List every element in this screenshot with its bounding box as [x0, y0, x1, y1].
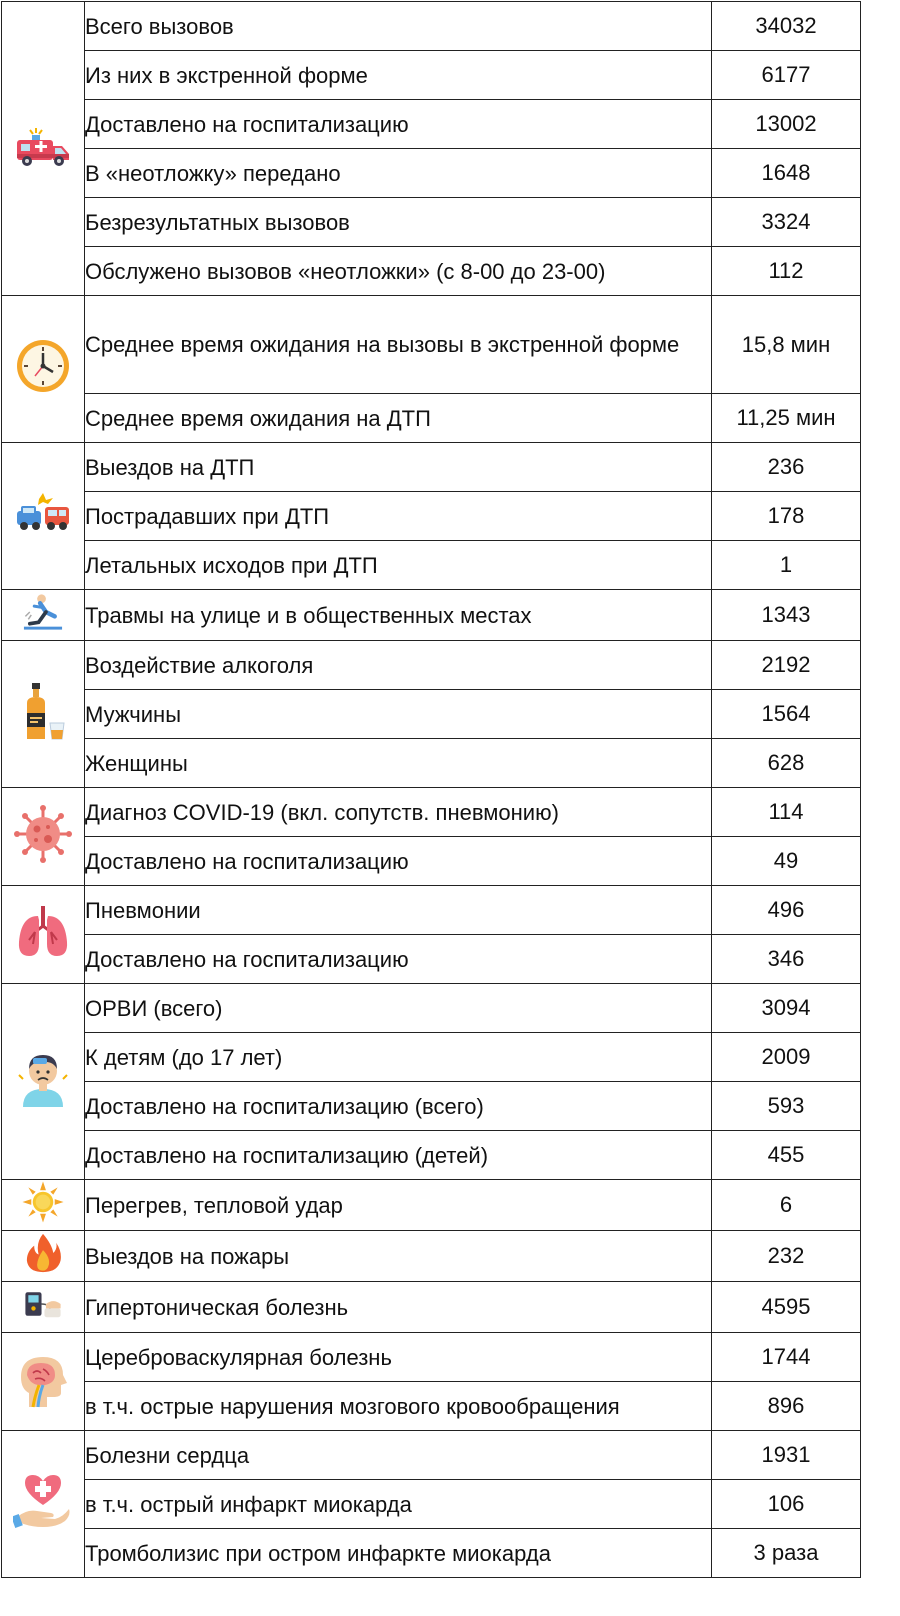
icon-cell — [2, 788, 85, 886]
row-label: Доставлено на госпитализацию (всего) — [85, 1082, 712, 1131]
row-value: 3094 — [712, 984, 861, 1033]
row-value: 346 — [712, 935, 861, 984]
icon-cell — [2, 1431, 85, 1578]
row-label: Выездов на ДТП — [85, 443, 712, 492]
row-value: 11,25 мин — [712, 394, 861, 443]
slip-fall-icon — [21, 590, 65, 634]
table-row — [2, 247, 861, 296]
table-row — [2, 641, 861, 690]
row-value: 15,8 мин — [712, 296, 861, 394]
row-value: 593 — [712, 1082, 861, 1131]
row-value: 3 раза — [712, 1529, 861, 1578]
table-row — [2, 2, 861, 51]
icon-cell — [2, 1282, 85, 1333]
row-label: Цереброваскулярная болезнь — [85, 1333, 712, 1382]
brain-icon — [13, 1349, 73, 1409]
table-row — [2, 1231, 861, 1282]
blood-pressure-icon — [21, 1282, 65, 1326]
row-label: Из них в экстренной форме — [85, 51, 712, 100]
row-value: 13002 — [712, 100, 861, 149]
row-value: 896 — [712, 1382, 861, 1431]
table-row — [2, 1282, 861, 1333]
table-row — [2, 590, 861, 641]
row-value: 2192 — [712, 641, 861, 690]
statistics-table — [1, 1, 861, 1578]
row-label: Безрезультатных вызовов — [85, 198, 712, 247]
row-label: Женщины — [85, 739, 712, 788]
table-row — [2, 149, 861, 198]
row-label: Пострадавших при ДТП — [85, 492, 712, 541]
table-row — [2, 51, 861, 100]
row-value: 2009 — [712, 1033, 861, 1082]
table-row — [2, 198, 861, 247]
row-label: Болезни сердца — [85, 1431, 712, 1480]
icon-cell — [2, 296, 85, 443]
row-label: Травмы на улице и в общественных местах — [85, 590, 712, 641]
row-value: 455 — [712, 1131, 861, 1180]
row-label: Всего вызовов — [85, 2, 712, 51]
table-row — [2, 296, 861, 394]
row-value: 232 — [712, 1231, 861, 1282]
row-value: 1648 — [712, 149, 861, 198]
row-label: в т.ч. острые нарушения мозгового кровообращения — [85, 1382, 712, 1431]
row-label: Летальных исходов при ДТП — [85, 541, 712, 590]
row-label: Диагноз COVID-19 (вкл. сопутств. пневмонию) — [85, 788, 712, 837]
table-row — [2, 837, 861, 886]
row-value: 236 — [712, 443, 861, 492]
sick-person-icon — [13, 1049, 73, 1109]
table-row — [2, 739, 861, 788]
row-label: Среднее время ожидания на вызовы в экстренной форме — [85, 296, 712, 394]
table-row — [2, 788, 861, 837]
row-label: ОРВИ (всего) — [85, 984, 712, 1033]
heart-hand-icon — [13, 1471, 73, 1531]
table-row — [2, 394, 861, 443]
row-label: в т.ч. острый инфаркт миокарда — [85, 1480, 712, 1529]
row-value: 496 — [712, 886, 861, 935]
table-row — [2, 1382, 861, 1431]
table-row — [2, 690, 861, 739]
row-value: 114 — [712, 788, 861, 837]
row-label: К детям (до 17 лет) — [85, 1033, 712, 1082]
icon-cell — [2, 443, 85, 590]
icon-cell — [2, 1231, 85, 1282]
row-label: Доставлено на госпитализацию — [85, 935, 712, 984]
row-value: 1343 — [712, 590, 861, 641]
table-row — [2, 1333, 861, 1382]
table-row — [2, 1480, 861, 1529]
table-row — [2, 100, 861, 149]
table-row — [2, 492, 861, 541]
icon-cell — [2, 2, 85, 296]
car-crash-icon — [13, 483, 73, 543]
row-value: 34032 — [712, 2, 861, 51]
table-row — [2, 1082, 861, 1131]
row-label: Среднее время ожидания на ДТП — [85, 394, 712, 443]
row-label: Пневмонии — [85, 886, 712, 935]
row-value: 6177 — [712, 51, 861, 100]
row-value: 1564 — [712, 690, 861, 739]
row-label: В «неотложку» передано — [85, 149, 712, 198]
table-row — [2, 1529, 861, 1578]
table-row — [2, 1033, 861, 1082]
table-row — [2, 1131, 861, 1180]
sun-icon — [21, 1180, 65, 1224]
virus-icon — [13, 804, 73, 864]
icon-cell — [2, 984, 85, 1180]
icon-cell — [2, 590, 85, 641]
row-value: 49 — [712, 837, 861, 886]
row-value: 628 — [712, 739, 861, 788]
row-value: 6 — [712, 1180, 861, 1231]
table-row — [2, 984, 861, 1033]
row-label: Воздействие алкоголя — [85, 641, 712, 690]
row-value: 1931 — [712, 1431, 861, 1480]
alcohol-bottle-icon — [13, 681, 73, 741]
row-value: 3324 — [712, 198, 861, 247]
row-label: Мужчины — [85, 690, 712, 739]
row-label: Перегрев, тепловой удар — [85, 1180, 712, 1231]
table-row — [2, 886, 861, 935]
row-value: 4595 — [712, 1282, 861, 1333]
row-label: Тромболизис при остром инфаркте миокарда — [85, 1529, 712, 1578]
row-value: 178 — [712, 492, 861, 541]
icon-cell — [2, 886, 85, 984]
row-label: Выездов на пожары — [85, 1231, 712, 1282]
table-row — [2, 541, 861, 590]
row-label: Доставлено на госпитализацию — [85, 100, 712, 149]
ambulance-icon — [13, 116, 73, 176]
icon-cell — [2, 1180, 85, 1231]
row-value: 106 — [712, 1480, 861, 1529]
fire-icon — [21, 1231, 65, 1275]
icon-cell — [2, 1333, 85, 1431]
table-row — [2, 1431, 861, 1480]
clock-icon — [13, 336, 73, 396]
row-label: Обслужено вызовов «неотложки» (с 8-00 до 23-00) — [85, 247, 712, 296]
row-label: Гипертоническая болезнь — [85, 1282, 712, 1333]
lungs-icon — [13, 902, 73, 962]
icon-cell — [2, 641, 85, 788]
row-value: 1744 — [712, 1333, 861, 1382]
row-label: Доставлено на госпитализацию — [85, 837, 712, 886]
table-row — [2, 443, 861, 492]
row-value: 1 — [712, 541, 861, 590]
table-row — [2, 935, 861, 984]
row-value: 112 — [712, 247, 861, 296]
table-row — [2, 1180, 861, 1231]
row-label: Доставлено на госпитализацию (детей) — [85, 1131, 712, 1180]
